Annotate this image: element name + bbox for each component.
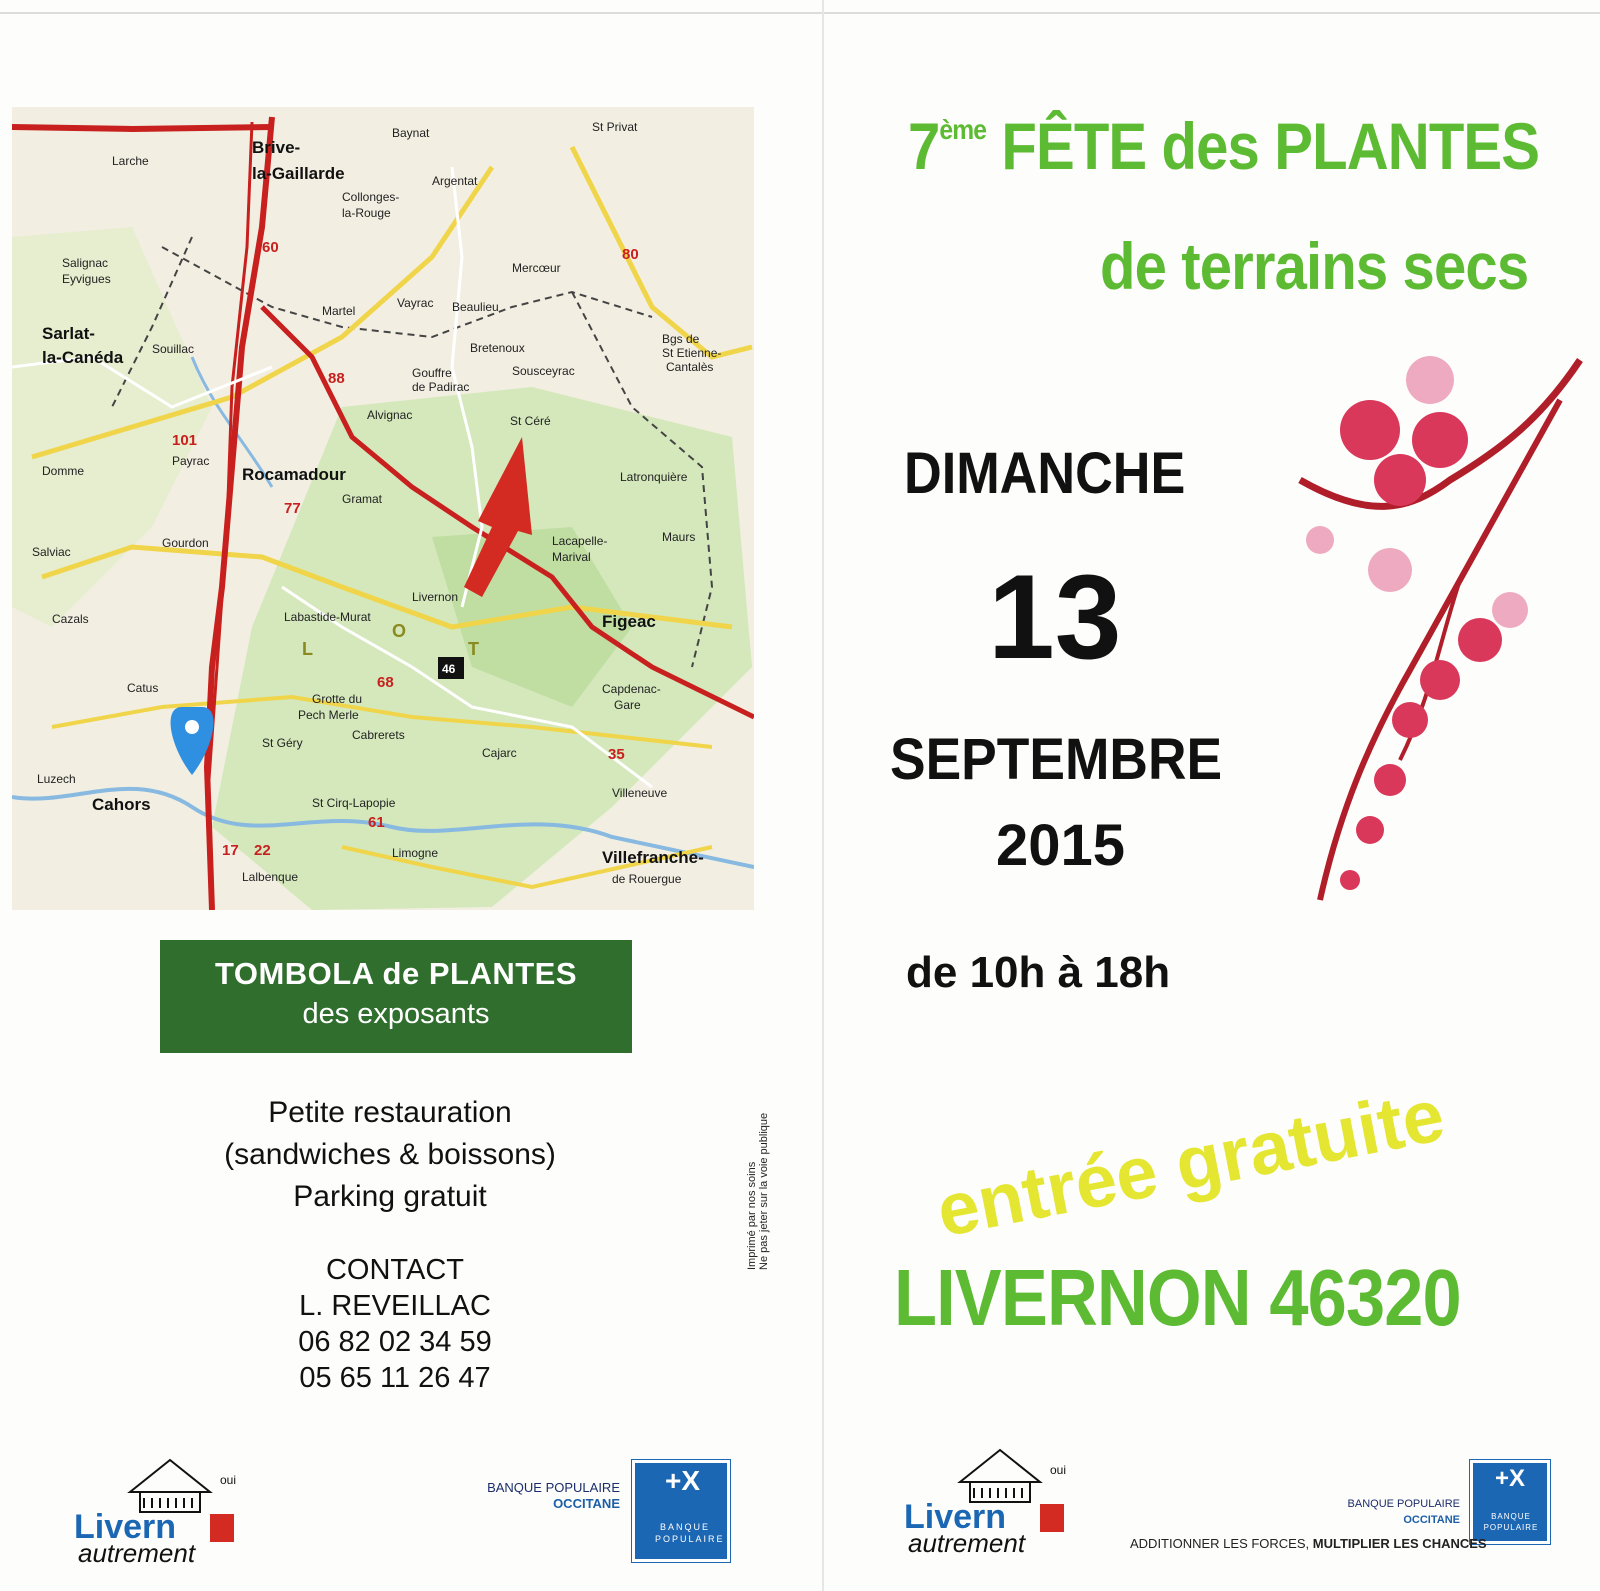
month: SEPTEMBRE [890,727,1223,792]
svg-text:Baynat: Baynat [392,126,430,140]
map-svg [12,107,754,910]
svg-text:Mercœur: Mercœur [512,261,561,275]
svg-text:Payrac: Payrac [172,454,210,468]
blossom-illustration [1260,340,1600,980]
livernon-oui: oui [220,1473,237,1487]
svg-text:Argentat: Argentat [432,174,478,188]
svg-text:St Privat: St Privat [592,120,638,134]
svg-text:61: 61 [368,814,385,831]
svg-text:Villefranche-: Villefranche- [602,848,704,867]
svg-text:Salignac: Salignac [62,256,109,270]
svg-text:46: 46 [442,662,456,676]
svg-text:Gare: Gare [614,698,641,712]
svg-text:de Rouergue: de Rouergue [612,872,682,886]
tombola-title: TOMBOLA de PLANTES [214,956,578,991]
svg-text:Gramat: Gramat [342,492,383,506]
day-name: DIMANCHE [904,441,1186,506]
opening-hours: de 10h à 18h [906,948,1171,997]
svg-text:77: 77 [284,500,301,517]
bp-mark-sub: BANQUE POPULAIRE [655,1522,725,1544]
bp-name-right: BANQUE POPULAIRE [1347,1498,1460,1510]
svg-text:Latronquière: Latronquière [620,470,688,484]
livernon-logo-text-right: Livern [904,1498,1007,1536]
svg-text:Grotte du: Grotte du [312,692,363,706]
svg-text:Villeneuve: Villeneuve [612,786,668,800]
headline-fete: FÊTE des PLANTES [986,109,1540,183]
svg-text:22: 22 [254,842,271,859]
svg-text:Capdenac-: Capdenac- [602,682,661,696]
svg-text:88: 88 [328,370,345,387]
svg-text:17: 17 [222,842,239,859]
tombola-banner [160,940,632,1053]
svg-text:St Géry: St Géry [262,736,303,750]
contact-phone-landline: 05 65 11 26 47 [299,1362,491,1394]
edition-suffix: ème [939,114,987,145]
edition-number: 7 [908,109,940,183]
svg-text:Labastide-Murat: Labastide-Murat [284,610,371,624]
svg-text:Livernon: Livernon [412,590,459,604]
info-line-parking: Parking gratuit [293,1180,487,1213]
svg-text:Lalbenque: Lalbenque [242,870,299,884]
livernon-logo-left [70,1450,260,1570]
contact-phone-mobile: 06 82 02 34 59 [298,1326,492,1358]
svg-text:St Cirq-Lapopie: St Cirq-Lapopie [312,796,396,810]
svg-text:Lacapelle-: Lacapelle- [552,534,608,548]
bp-region-right: OCCITANE [1403,1514,1460,1526]
road-map [12,107,754,910]
town-name: LIVERNON 46320 [894,1253,1461,1342]
svg-text:Limogne: Limogne [392,846,439,860]
info-line-drinks: (sandwiches & boissons) [224,1138,556,1171]
tagline-part-b: MULTIPLIER LES CHANCES [1312,1536,1487,1551]
svg-text:Maurs: Maurs [662,530,696,544]
svg-text:Salviac: Salviac [32,545,71,559]
svg-text:101: 101 [172,432,198,449]
svg-text:Bgs de: Bgs de [662,332,700,346]
contact-heading: CONTACT [325,1254,464,1286]
svg-text:Martel: Martel [322,304,356,318]
info-line-food: Petite restauration [268,1096,512,1129]
tagline-part-a: ADDITIONNER LES FORCES, [1130,1536,1310,1551]
svg-text:Collonges-: Collonges- [342,190,400,204]
bp-mark-symbol-right: +X [1495,1465,1526,1492]
svg-text:Cajarc: Cajarc [482,746,517,760]
headline-line-1 [908,108,1539,184]
right-panel [800,0,1600,1591]
svg-text:35: 35 [608,746,625,763]
bp-mark-symbol: +X [665,1465,701,1496]
svg-text:la-Rouge: la-Rouge [342,206,391,220]
livernon-sub-right: autrement [908,1528,1026,1558]
contact-name: L. REVEILLAC [299,1290,491,1322]
svg-text:Souillac: Souillac [152,342,195,356]
svg-text:Bretenoux: Bretenoux [470,341,525,355]
livernon-logo-right [900,1440,1090,1560]
year: 2015 [996,813,1126,878]
contact-block [230,1252,560,1396]
day-number: 13 [988,550,1122,684]
svg-text:Cahors: Cahors [92,795,151,814]
svg-text:L: L [302,639,313,659]
headline-line-2: de terrains secs [1100,229,1529,303]
svg-text:68: 68 [377,674,394,691]
svg-text:T: T [468,639,479,659]
svg-text:O: O [392,621,407,641]
svg-text:la-Gaillarde: la-Gaillarde [252,164,345,183]
livernon-oui-right: oui [1050,1463,1067,1477]
svg-text:Sousceyrac: Sousceyrac [512,364,575,378]
svg-text:la-Canéda: la-Canéda [42,348,124,367]
svg-text:Luzech: Luzech [37,772,76,786]
svg-text:Marival: Marival [552,550,591,564]
print-note-line-2: Ne pas jeter sur la voie publique [758,1112,770,1270]
livernon-sub: autrement [78,1538,196,1568]
svg-text:Figeac: Figeac [602,612,656,631]
svg-text:Rocamadour: Rocamadour [242,465,346,484]
svg-text:Pech Merle: Pech Merle [298,708,359,722]
svg-text:Larche: Larche [112,154,149,168]
svg-text:Cazals: Cazals [52,612,89,626]
svg-text:Vayrac: Vayrac [397,296,434,310]
svg-text:Gourdon: Gourdon [162,536,209,550]
svg-text:Cabrerets: Cabrerets [352,728,405,742]
bp-region: OCCITANE [553,1496,620,1511]
bp-name: BANQUE POPULAIRE [487,1480,620,1495]
svg-text:St Etienne-: St Etienne- [662,346,722,360]
svg-text:Alvignac: Alvignac [367,408,413,422]
bp-mark-sub-right: BANQUE POPULAIRE [1483,1512,1539,1532]
svg-text:Eyvigues: Eyvigues [62,272,111,286]
svg-text:Brive-: Brive- [252,138,301,157]
svg-text:St Céré: St Céré [510,414,551,428]
free-entry: entrée gratuite [930,1072,1451,1253]
svg-text:60: 60 [262,239,279,256]
svg-text:Gouffre: Gouffre [412,366,452,380]
svg-text:Catus: Catus [127,681,159,695]
svg-text:Cantalès: Cantalès [666,360,714,374]
svg-text:Domme: Domme [42,464,85,478]
svg-text:Sarlat-: Sarlat- [42,324,95,343]
svg-text:Beaulieu: Beaulieu [452,300,499,314]
bp-tagline [1130,1536,1487,1551]
print-note-line-1: Imprimé par nos soins [746,1161,758,1270]
info-block [140,1092,640,1218]
livernon-logo-text: Livern [74,1508,177,1546]
svg-text:de Padirac: de Padirac [412,380,470,394]
svg-text:80: 80 [622,246,639,263]
tombola-subtitle: des exposants [302,998,490,1030]
